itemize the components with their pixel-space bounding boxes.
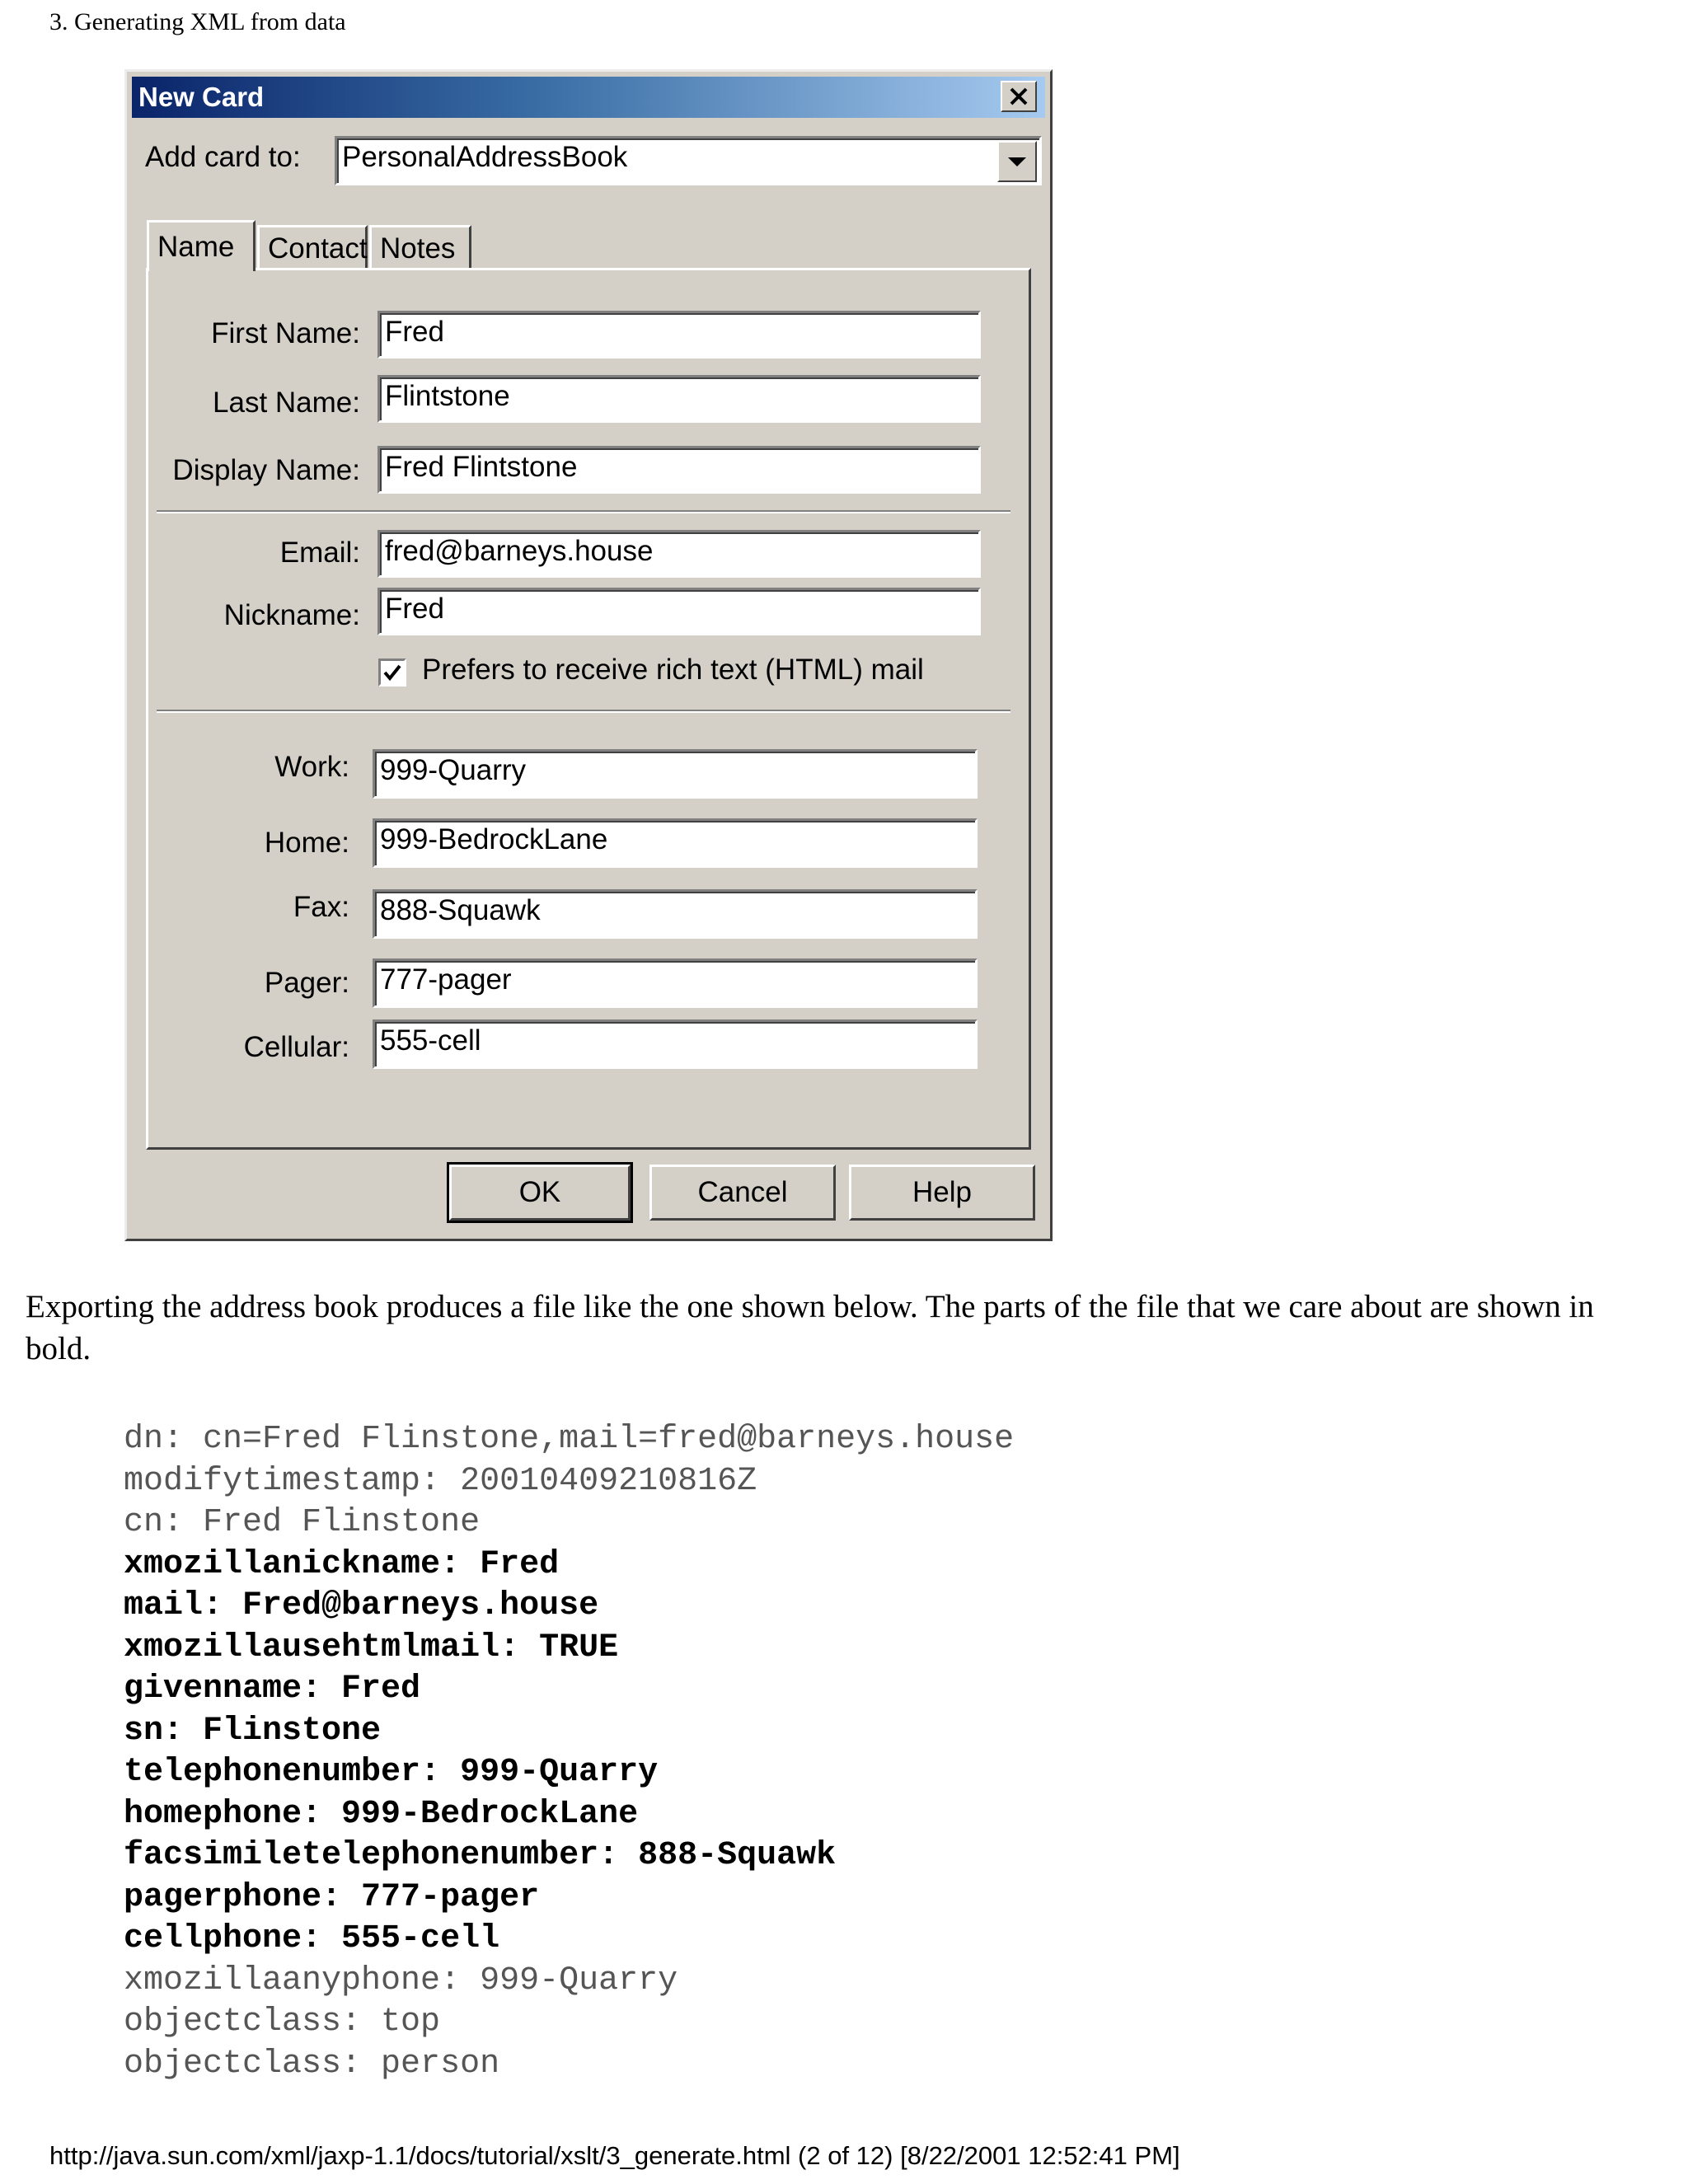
chevron-down-icon [1008,157,1026,167]
ldif-line: xmozillaanyphone: 999-Quarry [124,1961,678,1999]
address-book-select[interactable] [335,136,1042,185]
pager-label: Pager: [264,967,349,999]
html-mail-label: Prefers to receive rich text (HTML) mail [422,654,924,686]
help-button[interactable]: Help [849,1165,1035,1221]
nickname-field[interactable]: Fred [377,588,981,635]
ok-button[interactable]: OK [449,1165,631,1221]
tab-contact-label: Contact [268,232,368,265]
display-name-label: Display Name: [172,454,360,486]
ldif-line: modifytimestamp: 20010409210816Z [124,1462,757,1500]
address-book-value: PersonalAddressBook [342,141,628,173]
work-phone-field[interactable]: 999-Quarry [373,749,978,799]
nickname-label: Nickname: [223,599,360,631]
body-paragraph: Exporting the address book produces a file like the one shown below. The parts of the file that we care about are shown in bold. [26,1289,1594,1366]
ldif-line: dn: cn=Fred Flinstone,mail=fred@barneys.house [124,1421,1015,1458]
ldif-line: mail: Fred@barneys.house [124,1587,599,1624]
tab-name[interactable] [147,220,256,271]
ldif-line: sn: Flinstone [124,1712,382,1750]
cellular-label: Cellular: [243,1031,349,1063]
close-button[interactable] [1001,81,1037,112]
separator [157,710,1010,713]
checkmark-icon [382,663,402,682]
ldif-line: xmozillanickname: Fred [124,1545,560,1583]
ldif-line: givenname: Fred [124,1671,421,1708]
fax-label: Fax: [293,891,349,923]
cellular-field[interactable]: 555-cell [373,1019,978,1069]
email-field[interactable]: fred@barneys.house [377,530,981,578]
pager-field[interactable]: 777-pager [373,958,978,1008]
home-phone-field[interactable]: 999-BedrockLane [373,818,978,868]
work-phone-label: Work: [274,751,349,783]
cancel-button[interactable]: Cancel [649,1165,836,1221]
dropdown-button[interactable] [997,141,1037,182]
close-x-icon [1009,87,1029,106]
tab-name-label: Name [157,231,235,263]
ldif-line: telephonenumber: 999-Quarry [124,1754,659,1791]
home-phone-label: Home: [264,827,349,859]
new-card-dialog [124,69,1053,1241]
tab-notes-label: Notes [380,232,456,265]
tab-notes[interactable] [369,225,471,269]
add-card-label: Add card to: [145,141,301,173]
tab-contact[interactable] [257,225,368,269]
ldif-line: xmozillausehtmlmail: TRUE [124,1629,619,1666]
ldif-code-block [124,1419,1014,2085]
title-bar[interactable] [132,77,1045,118]
ldif-line: objectclass: top [124,2004,441,2041]
ldif-line: facsimiletelephonenumber: 888-Squawk [124,1837,837,1874]
email-label: Email: [279,537,360,569]
page-header: 3. Generating XML from data [49,8,346,35]
ldif-line: cn: Fred Flinstone [124,1504,481,1541]
html-mail-checkbox[interactable] [378,658,406,687]
first-name-field[interactable]: Fred [377,311,981,359]
dialog-title: New Card [138,82,265,112]
fax-field[interactable]: 888-Squawk [373,889,978,939]
last-name-field[interactable]: Flintstone [377,375,981,423]
ldif-line: cellphone: 555-cell [124,1920,500,1957]
page-footer: http://java.sun.com/xml/jaxp-1.1/docs/tutorial/xslt/3_generate.html (2 of 12) [8/22/2001 12:52:41 PM] [49,2141,1180,2170]
ldif-line: objectclass: person [124,2045,500,2083]
first-name-label: First Name: [211,317,360,349]
separator [157,510,1010,513]
ldif-line: pagerphone: 777-pager [124,1878,540,1916]
display-name-field[interactable]: Fred Flintstone [377,446,981,494]
last-name-label: Last Name: [213,387,360,419]
ldif-line: homephone: 999-BedrockLane [124,1795,639,1833]
